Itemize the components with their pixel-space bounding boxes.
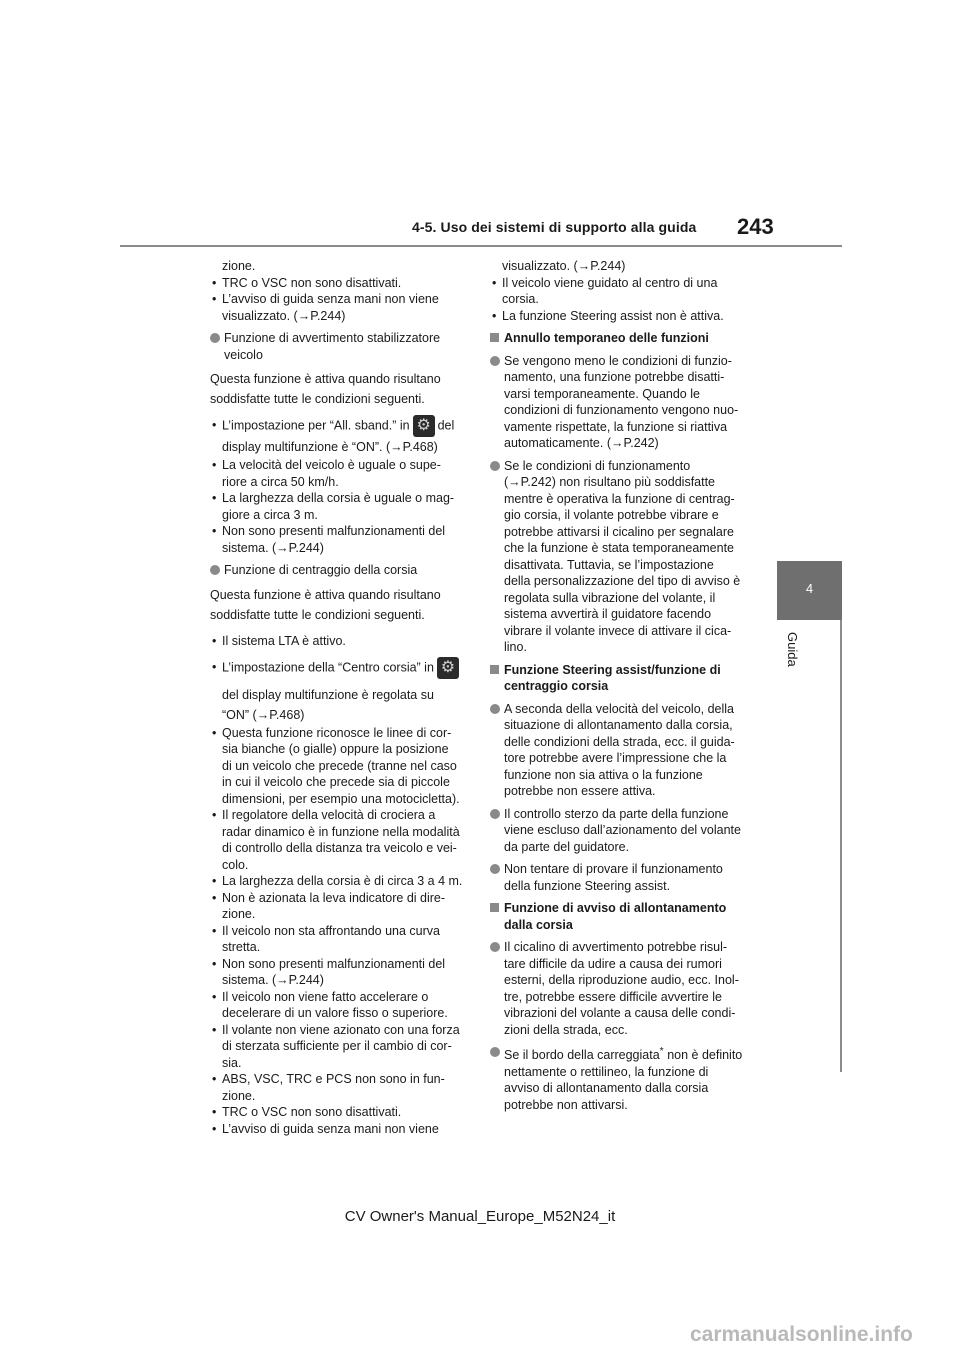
bullet-item: A seconda della velocità del veicolo, della situazione di allontanamento dalla corsia, delle condizioni della strada, ecc. il guida- tore potrebbe avere l’impressione che la funzione non sia attiva o la funzione potrebbe non essere attiva. <box>490 701 752 800</box>
right-column <box>490 258 752 1119</box>
text-line: giore a circa 3 m. <box>222 507 318 522</box>
text-line: radar dinamico è in funzione nella modalità <box>222 824 460 839</box>
list-item: • Il veicolo non viene fatto accelerare o <box>210 989 480 1006</box>
list-item: • L’impostazione per “All. sband.” in⚙ del <box>210 415 480 437</box>
text-line: corsia. <box>502 292 539 306</box>
text-line: zione. <box>222 259 256 273</box>
list-item: • Il veicolo non sta affrontando una curva <box>210 923 480 940</box>
list-item: • La larghezza della corsia è di circa 3 a 4 m. <box>210 873 480 890</box>
bullet-item: Funzione di avvertimento stabilizzatore veicolo <box>210 330 480 363</box>
bullet-item: Il cicalino di avvertimento potrebbe risul- tare difficile da udire a causa dei rumori esterni, della riproduzione audio, ecc. Inol- tre, potrebbe essere difficile avvertire le vibrazioni del volante a causa delle condi- zioni della strada, ecc. <box>490 939 752 1038</box>
list-item: • ABS, VSC, TRC e PCS non sono in fun- <box>210 1071 480 1088</box>
text-line: colo. <box>222 857 249 872</box>
list-item: • Il regolatore della velocità di crociera a <box>210 807 480 824</box>
list-item: • La funzione Steering assist non è attiva. <box>490 308 752 325</box>
list-item: • L’avviso di guida senza mani non viene <box>210 1121 480 1138</box>
text-line: di sterzata sufficiente per il cambio di cor- <box>222 1039 452 1053</box>
bullet-item: Se vengono meno le condizioni di funzio- namento, una funzione potrebbe disatti- varsi temporaneamente. Quando le condizioni di funzionamento vengono nuo- vamente rispettate, la funzione si riattiva automaticamente. (→P.242) <box>490 353 752 452</box>
settings-icon <box>437 657 459 679</box>
text-line: del display multifunzione è regolata su <box>222 687 434 702</box>
text-line: stretta. <box>222 940 261 954</box>
text-line: di controllo della distanza tra veicolo e vei- <box>222 841 457 855</box>
list-item: • Il volante non viene azionato con una forza <box>210 1022 480 1039</box>
chapter-tab[interactable] <box>777 561 842 620</box>
footnote-marker: * <box>659 1046 664 1057</box>
page-number: 243 <box>737 214 774 239</box>
text-line: in cui il veicolo che precede sia di piccole <box>222 775 450 789</box>
list-item: • La velocità del veicolo è uguale o supe- <box>210 457 480 474</box>
text-line: sia bianche (o gialle) oppure la posizione <box>222 742 449 756</box>
chapter-number: 4 <box>805 581 814 596</box>
list-item: • La larghezza della corsia è uguale o mag- <box>210 490 480 507</box>
text-line: zione. <box>222 1088 256 1103</box>
list-item: • L’avviso di guida senza mani non viene <box>210 291 480 308</box>
list-item: • Il sistema LTA è attivo. <box>210 631 480 651</box>
text-line: visualizzato. (→P.244) <box>502 259 626 273</box>
list-item: • Non è azionata la leva indicatore di dire- <box>210 890 480 907</box>
settings-icon <box>413 415 435 437</box>
list-item: • Non sono presenti malfunzionamenti del <box>210 523 480 540</box>
text-line: display multifunzione è “ON”. (→P.468) <box>222 440 438 454</box>
list-item: • Non sono presenti malfunzionamenti del <box>210 956 480 973</box>
text-line: di un veicolo che precede (tranne nel caso <box>222 758 457 773</box>
text-line: sistema. (→P.244) <box>222 540 324 555</box>
text-line: sistema. (→P.244) <box>222 973 324 987</box>
watermark[interactable]: carmanualsonline.info <box>690 1323 913 1346</box>
text-line: dimensioni, per esempio una motocicletta). <box>222 791 460 806</box>
bullet-item: Se le condizioni di funzionamento (→P.242) non risultano più soddisfatte mentre è operativa la funzione di centrag- gio corsia, il volante potrebbe vibrare e potrebbe attivarsi il cicalino per segnalare che la funzione è stata temporaneamente disattivata. Tuttavia, se l’impostazione della personalizzazione del tipo di avviso è regolata sulla vibrazione del volante, il sistema avvertirà il guidatore facendo vibrare il volante invece di attivare il cica- lino. <box>490 458 752 656</box>
bullet-item: Funzione di centraggio della corsia <box>210 562 480 579</box>
bullet-item: Non tentare di provare il funzionamento della funzione Steering assist. <box>490 861 752 894</box>
list-item: • TRC o VSC non sono disattivati. <box>210 275 480 292</box>
list-item: • Questa funzione riconosce le linee di cor- <box>210 725 480 742</box>
text-line: zione. <box>222 907 256 921</box>
paragraph-line: soddisfatte tutte le condizioni seguenti. <box>210 607 425 622</box>
paragraph-line: Questa funzione è attiva quando risultano <box>210 587 441 602</box>
paragraph-line: Questa funzione è attiva quando risultano <box>210 372 441 386</box>
bullet-item: Il controllo sterzo da parte della funzione viene escluso dall’azionamento del volante da parte del guidatore. <box>490 806 752 856</box>
chapter-label: Guida <box>785 632 800 667</box>
footer-text: CV Owner's Manual_Europe_M52N24_it <box>344 1208 616 1225</box>
list-item: • Il veicolo viene guidato al centro di una <box>490 275 752 292</box>
text-line: sia. <box>222 1055 242 1070</box>
section-heading: Funzione di avviso di allontanamento dalla corsia <box>490 900 752 933</box>
text-line: visualizzato. (→P.244) <box>222 308 346 323</box>
paragraph-line: soddisfatte tutte le condizioni seguenti. <box>210 392 425 406</box>
section-title: 4-5. Uso dei sistemi di supporto alla guida <box>412 219 697 235</box>
left-column <box>210 258 480 1137</box>
header-rule <box>120 245 842 247</box>
list-item: • L’impostazione della “Centro corsia” in⚙ <box>210 657 480 679</box>
text-line: decelerare di un valore fisso o superiore. <box>222 1006 448 1020</box>
text-line: riore a circa 50 km/h. <box>222 474 339 489</box>
text-line: “ON” (→P.468) <box>222 707 305 722</box>
section-heading: Funzione Steering assist/funzione di centraggio corsia <box>490 662 752 695</box>
side-rule <box>840 620 842 1072</box>
list-item: • TRC o VSC non sono disattivati. <box>210 1104 480 1121</box>
bullet-item: Se il bordo della carreggiata* non è definito nettamente o rettilineo, la funzione di avviso di allontanamento dalla corsia potrebbe non attivarsi. <box>490 1044 752 1113</box>
section-heading: Annullo temporaneo delle funzioni <box>490 330 752 347</box>
